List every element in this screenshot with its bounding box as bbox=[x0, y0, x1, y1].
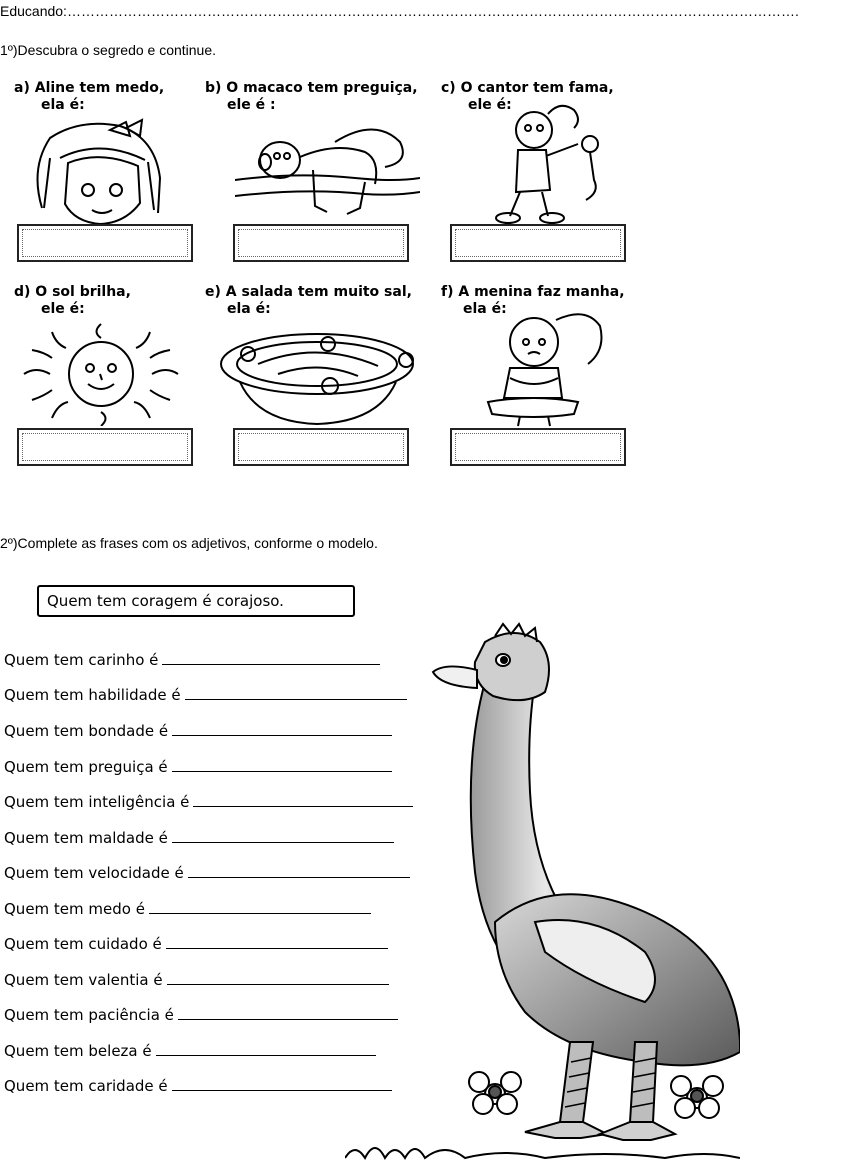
question-2-title: 2º)Complete as frases com os adjetivos, conforme o modelo. bbox=[0, 535, 378, 551]
singer-illustration bbox=[490, 100, 625, 224]
girl-manha-illustration bbox=[474, 306, 614, 428]
row-3-text: Quem tem bondade é bbox=[4, 722, 169, 740]
fill-row-9 bbox=[4, 934, 388, 953]
item-e-line2: ela é: bbox=[227, 301, 271, 317]
item-c-letter: c) bbox=[441, 80, 456, 96]
answer-box-e[interactable] bbox=[233, 428, 409, 466]
item-a-line2: ela é: bbox=[41, 97, 85, 113]
answer-box-c[interactable] bbox=[450, 224, 626, 262]
row-8-blank[interactable] bbox=[149, 899, 371, 914]
model-sentence-box: Quem tem coragem é corajoso. bbox=[37, 585, 355, 617]
answer-box-a[interactable] bbox=[17, 224, 193, 262]
row-12-text: Quem tem beleza é bbox=[4, 1042, 152, 1060]
salad-bowl-illustration bbox=[218, 330, 416, 426]
item-e-caption bbox=[205, 284, 412, 318]
item-a-caption bbox=[14, 80, 164, 114]
answer-box-f[interactable] bbox=[450, 428, 626, 466]
educando-line: Educando:…………………………………………………………………………………………………………………………………………. bbox=[0, 3, 799, 19]
fill-row-6 bbox=[4, 828, 394, 847]
row-8-text: Quem tem medo é bbox=[4, 900, 145, 918]
fill-row-11 bbox=[4, 1005, 398, 1024]
fill-row-3 bbox=[4, 721, 392, 740]
emu-illustration bbox=[345, 622, 740, 1163]
item-d-line2: ele é: bbox=[41, 301, 85, 317]
item-d-line1: O sol brilha, bbox=[35, 284, 131, 300]
row-4-text: Quem tem preguiça é bbox=[4, 758, 168, 776]
item-b-line2: ele é : bbox=[227, 97, 276, 113]
item-f-line1: A menina faz manha, bbox=[458, 284, 625, 300]
item-a-letter: a) bbox=[14, 80, 30, 96]
row-10-text: Quem tem valentia é bbox=[4, 971, 163, 989]
row-1-text: Quem tem carinho é bbox=[4, 651, 159, 669]
fill-row-8 bbox=[4, 899, 371, 918]
item-f-line2: ela é: bbox=[463, 301, 507, 317]
item-d-letter: d) bbox=[14, 284, 31, 300]
item-f-letter: f) bbox=[441, 284, 454, 300]
row-13-text: Quem tem caridade é bbox=[4, 1077, 168, 1095]
fill-row-1 bbox=[4, 650, 380, 669]
fill-row-13 bbox=[4, 1076, 392, 1095]
row-2-text: Quem tem habilidade é bbox=[4, 686, 181, 704]
row-9-text: Quem tem cuidado é bbox=[4, 935, 162, 953]
row-5-text: Quem tem inteligência é bbox=[4, 793, 190, 811]
item-e-letter: e) bbox=[205, 284, 221, 300]
row-11-text: Quem tem paciência é bbox=[4, 1006, 174, 1024]
answer-box-d[interactable] bbox=[17, 428, 193, 466]
item-b-caption bbox=[205, 80, 418, 114]
item-a-line1: Aline tem medo, bbox=[34, 80, 165, 96]
item-b-letter: b) bbox=[205, 80, 222, 96]
item-d-caption bbox=[14, 284, 131, 318]
item-e-line1: A salada tem muito sal, bbox=[225, 284, 412, 300]
item-c-line1: O cantor tem fama, bbox=[460, 80, 614, 96]
fill-row-4 bbox=[4, 757, 392, 776]
fill-row-12 bbox=[4, 1041, 376, 1060]
question-1-title: 1º)Descubra o segredo e continue. bbox=[0, 42, 217, 58]
answer-box-b[interactable] bbox=[233, 224, 409, 262]
item-b-line1: O macaco tem preguiça, bbox=[226, 80, 418, 96]
sun-illustration bbox=[22, 320, 180, 426]
girl-aline-illustration bbox=[30, 118, 170, 226]
row-6-text: Quem tem maldade é bbox=[4, 829, 168, 847]
monkey-illustration bbox=[235, 122, 420, 222]
fill-row-10 bbox=[4, 970, 389, 989]
row-12-blank[interactable] bbox=[156, 1041, 376, 1056]
item-c-line2: ele é: bbox=[468, 97, 512, 113]
row-7-text: Quem tem velocidade é bbox=[4, 864, 184, 882]
